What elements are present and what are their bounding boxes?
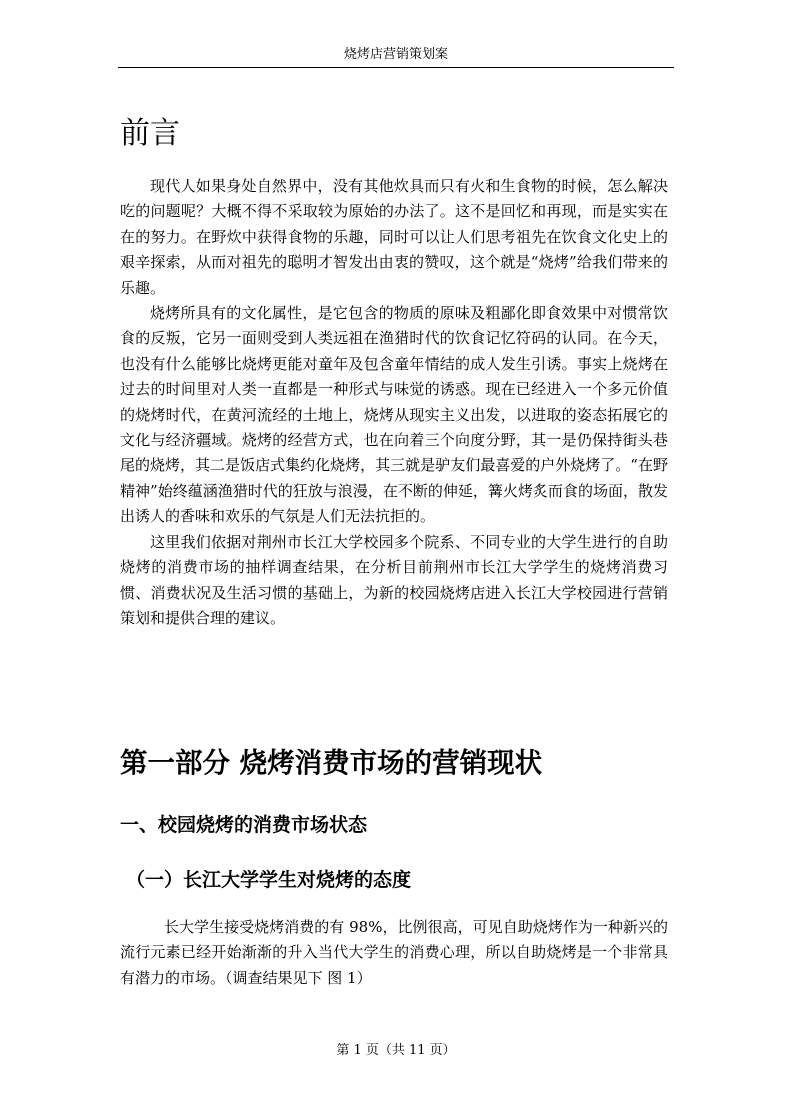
preface-paragraph-1: 现代人如果身处自然界中，没有其他炊具而只有火和生食物的时候，怎么解决吃的问题呢？大概不得不采取较为原始的办法了。这不是回忆和再现，而是实实在在的努力。在野炊中获得食物的乐趣，同时可以让人们思考祖先在饮食文化史上的艰辛探索，从而对祖先的聪明才智发出由衷的赞叹，这个就是“烧烤”给我们带来的乐趣。 <box>120 177 668 297</box>
subsection-paragraph: 长大学生接受烧烤消费的有 98%，比例很高，可见自助烧烤作为一种新兴的流行元素已经开始渐渐的升入当代大学生的消费心理，所以自助烧烤是一个非常具有潜力的市场。（调查结果见下 图 1） <box>120 918 668 987</box>
page-number-footer: 第 1 页（共 11 页） <box>336 1043 456 1058</box>
preface-paragraph-3: 这里我们依据对荆州市长江大学校园多个院系、不同专业的大学生进行的自助烧烤的消费市场的抽样调查结果，在分析目前荆州市长江大学学生的烧烤消费习惯、消费状况及生活习惯的基础上，为新的校园烧烤店进入长江大学校园进行营销策划和提供合理的建议。 <box>120 532 668 627</box>
header-rule <box>118 67 674 68</box>
subsection-body <box>120 915 668 991</box>
preface-paragraph-2: 烧烤所具有的文化属性，是它包含的物质的原味及粗鄙化即食效果中对惯常饮食的反叛，它另一面则受到人类远祖在渔猎时代的饮食记忆符码的认同。在今天，也没有什么能够比烧烤更能对童年及包含童年情结的成人发生引诱。事实上烧烤在过去的时间里对人类一直都是一种形式与味觉的诱惑。现在已经进入一个多元价值的烧烤时代，在黄河流经的土地上，烧烤从现实主义出发，以进取的姿态拓展它的文化与经济疆域。烧烤的经营方式，也在向着三个向度分野，其一是仍保持街头巷尾的烧烤，其二是饭店式集约化烧烤，其三就是驴友们最喜爱的户外烧烤了。“在野精神”始终蕴涵渔猎时代的狂放与浪漫，在不断的伸延，篝火烤炙而食的场面，散发出诱人的香味和欢乐的气氛是人们无法抗拒的。 <box>120 304 668 526</box>
part-heading: 第一部分 烧烤消费市场的营销现状 <box>120 747 543 779</box>
section-heading: 一、校园烧烤的消费市场状态 <box>120 814 368 836</box>
preface-heading: 前言 <box>120 116 180 151</box>
preface-body <box>120 174 668 631</box>
subsection-heading: （一）长江大学学生对烧烤的态度 <box>126 869 412 891</box>
running-header: 烧烤店营销策划案 <box>343 47 448 62</box>
